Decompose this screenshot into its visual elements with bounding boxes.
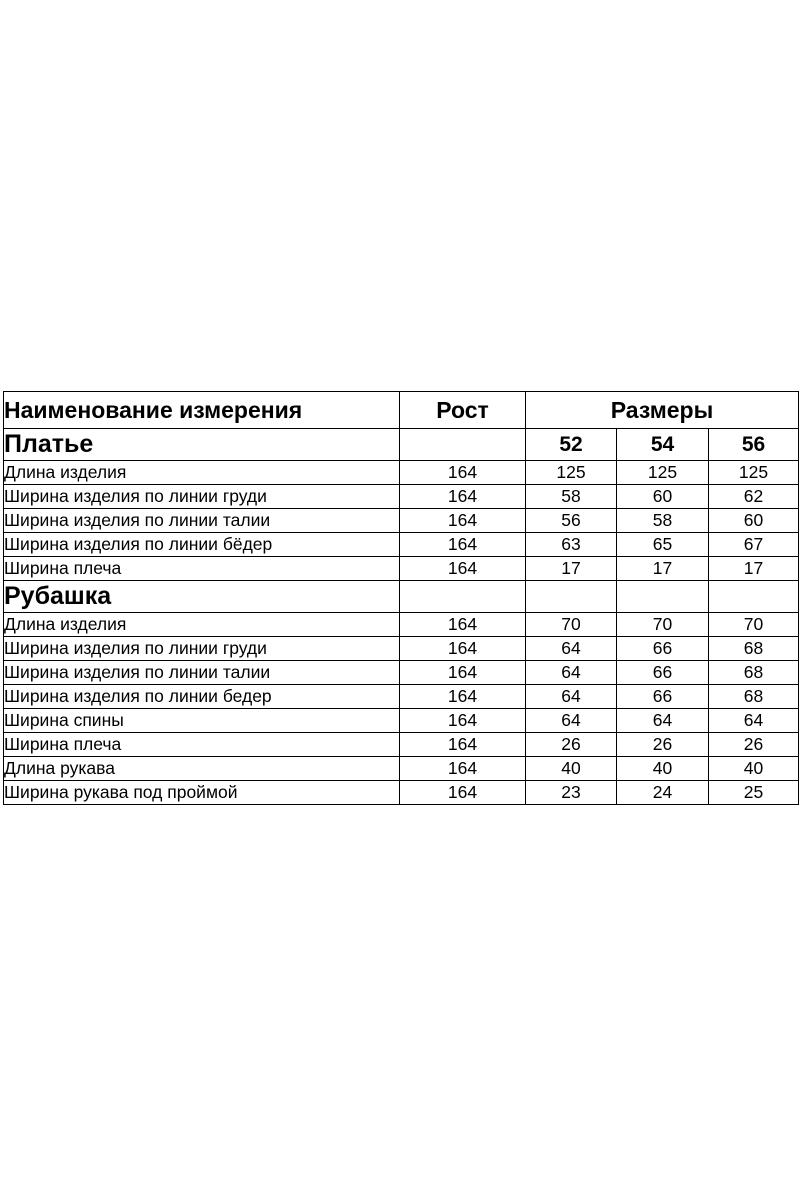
height-value: 164: [400, 557, 526, 581]
size-value: 125: [526, 461, 617, 485]
sizes-header: Размеры: [526, 392, 799, 429]
section-row-shirt: [4, 581, 799, 613]
size-value: 65: [617, 533, 709, 557]
size-value: 58: [526, 485, 617, 509]
size-value: 62: [709, 485, 799, 509]
measurement-name: Ширина плеча: [4, 733, 400, 757]
size-value: 66: [617, 637, 709, 661]
size-value: 26: [709, 733, 799, 757]
size-value: 17: [617, 557, 709, 581]
measurement-name: Ширина изделия по линии бедер: [4, 685, 400, 709]
size-value: 60: [709, 509, 799, 533]
height-value: 164: [400, 709, 526, 733]
height-value: 164: [400, 733, 526, 757]
size-label: 52: [526, 429, 617, 461]
table-row: [4, 661, 799, 685]
size-value: 64: [526, 637, 617, 661]
table-header-row: [4, 392, 799, 429]
size-value: 64: [526, 661, 617, 685]
table-row: [4, 509, 799, 533]
table-row: [4, 557, 799, 581]
table-row: [4, 461, 799, 485]
section-title: Платье: [4, 429, 400, 461]
size-label: 54: [617, 429, 709, 461]
height-value: 164: [400, 685, 526, 709]
size-value: 40: [709, 757, 799, 781]
size-value: 70: [526, 613, 617, 637]
section-height-cell: [400, 429, 526, 461]
height-value: 164: [400, 485, 526, 509]
height-value: 164: [400, 533, 526, 557]
measurement-name: Ширина изделия по линии груди: [4, 485, 400, 509]
size-chart-table: [3, 391, 799, 805]
size-value: 58: [617, 509, 709, 533]
height-value: 164: [400, 613, 526, 637]
table-row: [4, 485, 799, 509]
size-label: [526, 581, 617, 613]
size-value: 64: [709, 709, 799, 733]
table-row: [4, 733, 799, 757]
size-label: [617, 581, 709, 613]
height-value: 164: [400, 757, 526, 781]
measurement-name: Ширина спины: [4, 709, 400, 733]
table-row: [4, 781, 799, 805]
table-row: [4, 613, 799, 637]
size-label: [709, 581, 799, 613]
height-value: 164: [400, 509, 526, 533]
measurement-name: Ширина изделия по линии талии: [4, 661, 400, 685]
measurement-name: Длина изделия: [4, 461, 400, 485]
size-value: 64: [617, 709, 709, 733]
section-height-cell: [400, 581, 526, 613]
size-value: 26: [526, 733, 617, 757]
size-value: 63: [526, 533, 617, 557]
size-label: 56: [709, 429, 799, 461]
measurement-name: Ширина изделия по линии бёдер: [4, 533, 400, 557]
size-value: 68: [709, 661, 799, 685]
table-row: [4, 709, 799, 733]
table-row: [4, 757, 799, 781]
size-value: 60: [617, 485, 709, 509]
measurement-name: Длина рукава: [4, 757, 400, 781]
size-value: 68: [709, 637, 799, 661]
height-value: 164: [400, 461, 526, 485]
size-value: 56: [526, 509, 617, 533]
section-row-dress: [4, 429, 799, 461]
height-value: 164: [400, 637, 526, 661]
size-value: 125: [709, 461, 799, 485]
size-value: 70: [709, 613, 799, 637]
size-value: 67: [709, 533, 799, 557]
size-value: 66: [617, 661, 709, 685]
table-row: [4, 637, 799, 661]
measurement-name: Ширина плеча: [4, 557, 400, 581]
table-row: [4, 533, 799, 557]
size-value: 64: [526, 709, 617, 733]
height-header: Рост: [400, 392, 526, 429]
section-title: Рубашка: [4, 581, 400, 613]
height-value: 164: [400, 661, 526, 685]
size-value: 40: [526, 757, 617, 781]
size-value: 70: [617, 613, 709, 637]
size-value: 17: [526, 557, 617, 581]
measurement-name: Ширина изделия по линии талии: [4, 509, 400, 533]
measurement-name-header: Наименование измерения: [4, 392, 400, 429]
height-value: 164: [400, 781, 526, 805]
size-value: 64: [526, 685, 617, 709]
size-value: 23: [526, 781, 617, 805]
size-value: 25: [709, 781, 799, 805]
measurement-name: Ширина рукава под проймой: [4, 781, 400, 805]
size-value: 40: [617, 757, 709, 781]
size-value: 68: [709, 685, 799, 709]
measurement-name: Ширина изделия по линии груди: [4, 637, 400, 661]
size-value: 17: [709, 557, 799, 581]
size-value: 125: [617, 461, 709, 485]
measurement-name: Длина изделия: [4, 613, 400, 637]
size-value: 24: [617, 781, 709, 805]
size-value: 66: [617, 685, 709, 709]
size-value: 26: [617, 733, 709, 757]
table-row: [4, 685, 799, 709]
